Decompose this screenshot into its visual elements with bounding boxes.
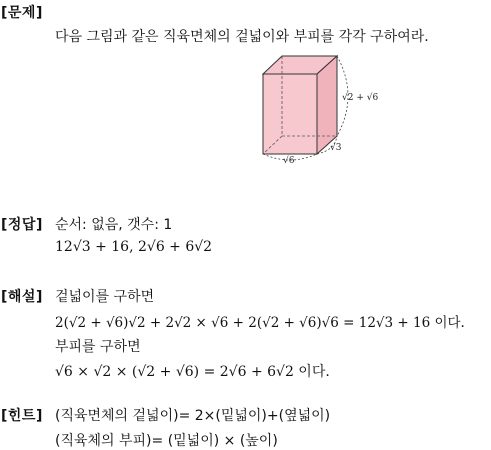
explanation-line-1: 겉넓이를 구하면 (55, 289, 155, 305)
cuboid-front-face (263, 74, 317, 154)
cuboid-side-face (317, 56, 337, 154)
explanation-line-3: 부피를 구하면 (55, 339, 141, 355)
explanation-line-2: 2(√2 + √6)√2 + 2√2 × √6 + 2(√2 + √6)√6 = 12√3 + 16 이다. (55, 315, 465, 331)
hint-tag: [힌트] (1, 408, 43, 424)
width-label: √6 (283, 156, 295, 166)
height-label: √2 + √6 (342, 93, 379, 103)
cuboid-figure (255, 48, 395, 168)
answer-value: 12√3 + 16, 2√6 + 6√2 (55, 239, 213, 255)
hint-line-1: (직육면체의 겉넓이)= 2×(밑넓이)+(옆넓이) (55, 408, 331, 424)
explanation-line-4: √6 × √2 × (√2 + √6) = 2√6 + 6√2 이다. (55, 364, 330, 380)
answer-tag: [정답] (1, 217, 43, 233)
answer-order-count: 순서: 없음, 갯수: 1 (55, 217, 173, 233)
explanation-tag: [해설] (1, 289, 43, 305)
problem-text: 다음 그림과 같은 직육면체의 겉넓이와 부피를 각각 구하여라. (55, 29, 429, 45)
hint-line-2: (직육체의 부피)= (밑넓이) × (높이) (55, 433, 278, 449)
depth-label: √3 (330, 143, 342, 153)
problem-tag: [문제] (1, 5, 43, 21)
